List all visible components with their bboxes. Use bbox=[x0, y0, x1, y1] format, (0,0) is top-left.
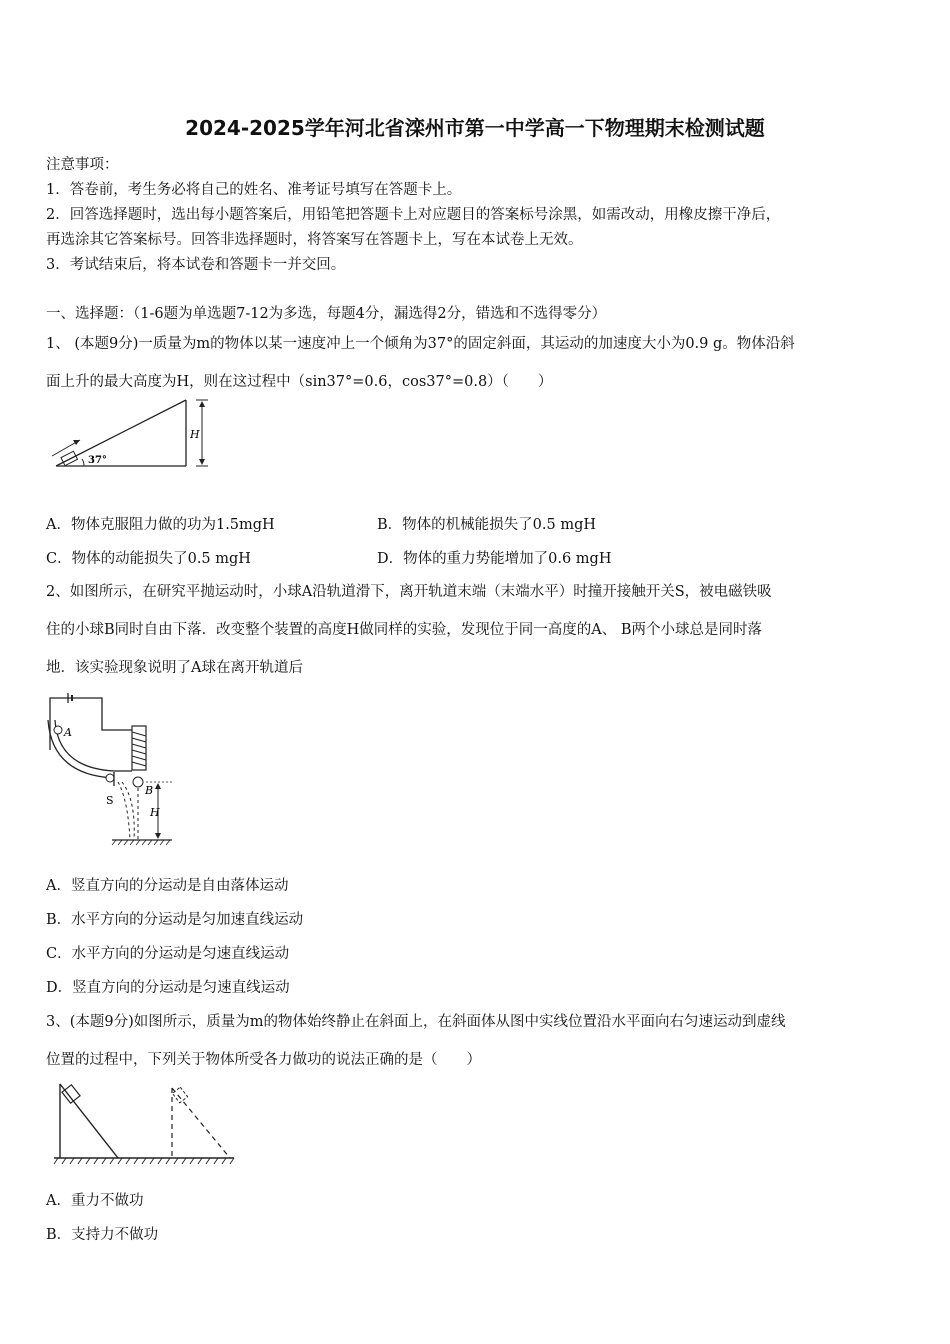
notice-item: 3．考试结束后，将本试卷和答题卡一并交回。 bbox=[46, 257, 346, 273]
question-3-text: 位置的过程中，下列关于物体所受各力做功的说法正确的是（ ） bbox=[46, 1052, 481, 1068]
question-2-text: 地．该实验现象说明了A球在离开轨道后 bbox=[46, 660, 303, 676]
question-2-text: 住的小球B同时自由下落．改变整个装置的高度H做同样的实验，发现位于同一高度的A、 B两个小球总是同时落 bbox=[46, 622, 763, 638]
option-c: C．水平方向的分运动是匀速直线运动 bbox=[46, 946, 290, 962]
section-heading: 一、选择题：（1-6题为单选题7-12为多选，每题4分，漏选得2分，错选和不选得零分） bbox=[46, 306, 607, 322]
moving-incline-figure bbox=[52, 1080, 237, 1170]
option-b: B．水平方向的分运动是匀加速直线运动 bbox=[46, 912, 304, 928]
question-3-text: 3、(本题9分)如图所示，质量为m的物体始终静止在斜面上，在斜面体从图中实线位置沿水平面向右匀速运动到虚线 bbox=[46, 1014, 786, 1030]
height-label: H bbox=[150, 806, 160, 819]
notice-heading: 注意事项： bbox=[46, 157, 119, 173]
angle-label: 37° bbox=[88, 455, 107, 466]
ball-b-label: B bbox=[145, 784, 154, 797]
page-title: 2024-2025学年河北省滦州市第一中学高一下物理期末检测试题 bbox=[185, 116, 765, 140]
block-icon bbox=[61, 451, 78, 465]
option-b: B．物体的机械能损失了0.5 mgH bbox=[377, 517, 597, 533]
notice-item: 再选涂其它答案标号。回答非选择题时，将答案写在答题卡上，写在本试卷上无效。 bbox=[46, 232, 583, 248]
option-c: C．物体的动能损失了0.5 mgH bbox=[46, 551, 251, 567]
option-a: A．物体克服阻力做的功为1.5mgH bbox=[46, 517, 275, 533]
notice-item: 2．回答选择题时，选出每小题答案后，用铅笔把答题卡上对应题目的答案标号涂黑，如需改动，用橡皮擦干净后， bbox=[46, 207, 781, 223]
option-a: A．重力不做功 bbox=[46, 1193, 144, 1209]
option-d: D．物体的重力势能增加了0.6 mgH bbox=[377, 551, 612, 567]
question-1-text: 1、 (本题9分)一质量为m的物体以某一速度冲上一个倾角为37°的固定斜面，其运动的加速度大小为0.9 g。物体沿斜 bbox=[46, 336, 795, 352]
ball-a-label: A bbox=[64, 726, 72, 739]
projectile-apparatus-figure bbox=[42, 690, 182, 848]
question-2-text: 2、如图所示，在研究平抛运动时，小球A沿轨道滑下，离开轨道末端（末端水平）时撞开接触开关S，被电磁铁吸 bbox=[46, 584, 772, 600]
notice-item: 1．答卷前，考生务必将自己的姓名、准考证号填写在答题卡上。 bbox=[46, 182, 462, 198]
trajectory-a bbox=[118, 782, 130, 840]
question-1-text: 面上升的最大高度为H，则在这过程中（sin37°=0.6，cos37°=0.8）（ ） bbox=[46, 374, 553, 390]
option-a: A．竖直方向的分运动是自由落体运动 bbox=[46, 878, 289, 894]
block-icon bbox=[62, 1085, 80, 1103]
circuit-wire bbox=[50, 698, 132, 750]
height-label: H bbox=[190, 428, 200, 441]
ball-a-icon bbox=[54, 726, 62, 734]
option-b: B．支持力不做功 bbox=[46, 1227, 159, 1243]
switch-label: S bbox=[106, 794, 114, 807]
incline-figure bbox=[46, 396, 216, 476]
ball-b-icon bbox=[133, 777, 143, 787]
option-d: D．竖直方向的分运动是匀速直线运动 bbox=[46, 980, 290, 996]
